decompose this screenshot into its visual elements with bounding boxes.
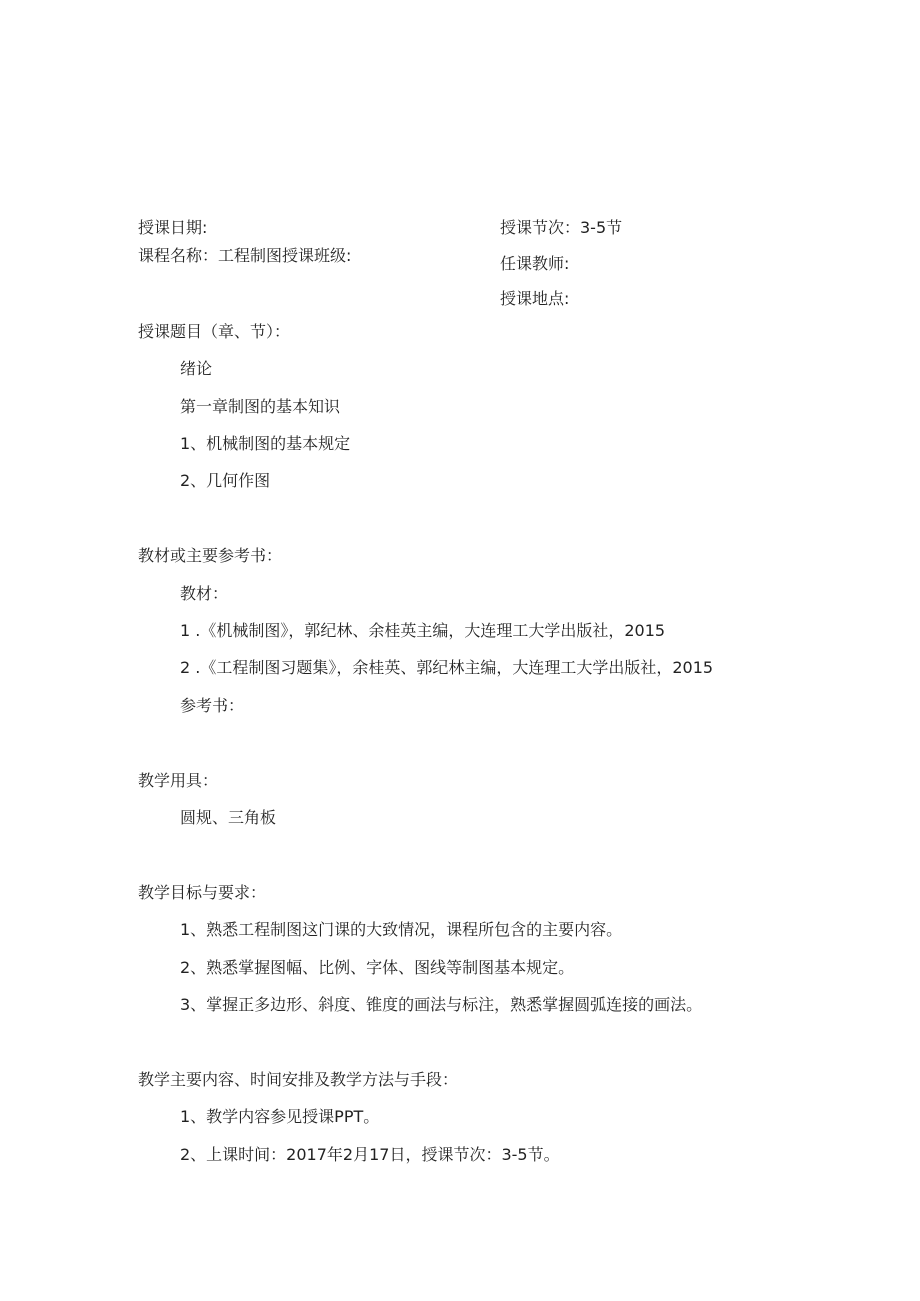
teacher-label: 任课教师: bbox=[500, 254, 570, 273]
tools-heading: 教学用具： bbox=[138, 771, 219, 790]
content-item: 1、教学内容参见授课PPT。 bbox=[180, 1107, 380, 1126]
topic-item: 1、机械制图的基本规定 bbox=[180, 434, 351, 453]
topic-item: 2、几何作图 bbox=[180, 471, 271, 490]
topic-item: 绪论 bbox=[180, 359, 213, 378]
date-label: 授课日期: bbox=[138, 218, 208, 237]
textbook-item: 1 .《机械制图》，郭纪林、余桂英主编，大连理工大学出版社，2015 bbox=[180, 621, 666, 640]
objective-item: 3、掌握正多边形、斜度、锥度的画法与标注，熟悉掌握圆弧连接的画法。 bbox=[180, 995, 703, 1014]
textbook-item: 2 .《工程制图习题集》，余桂英、郭纪林主编，大连理工大学出版社，2015 bbox=[180, 658, 714, 677]
objectives-heading: 教学目标与要求： bbox=[138, 883, 267, 902]
content-heading: 教学主要内容、时间安排及教学方法与手段： bbox=[138, 1070, 459, 1089]
reference-heading: 参考书： bbox=[180, 696, 245, 715]
tools-content: 圆规、三角板 bbox=[180, 808, 277, 827]
topic-heading: 授课题目（章、节）： bbox=[138, 322, 291, 341]
topic-item: 第一章制图的基本知识 bbox=[180, 397, 341, 416]
textbooks-heading: 教材或主要参考书： bbox=[138, 546, 283, 565]
course-label: 课程名称：工程制图授课班级: bbox=[138, 246, 352, 265]
textbook-subheading: 教材： bbox=[180, 584, 229, 603]
objective-item: 1、熟悉工程制图这门课的大致情况，课程所包含的主要内容。 bbox=[180, 920, 623, 939]
location-label: 授课地点: bbox=[500, 289, 570, 308]
content-item: 2、上课时间：2017年2月17日，授课节次：3-5节。 bbox=[180, 1145, 560, 1164]
objective-item: 2、熟悉掌握图幅、比例、字体、图线等制图基本规定。 bbox=[180, 958, 575, 977]
session-label: 授课节次：3-5节 bbox=[500, 218, 623, 237]
